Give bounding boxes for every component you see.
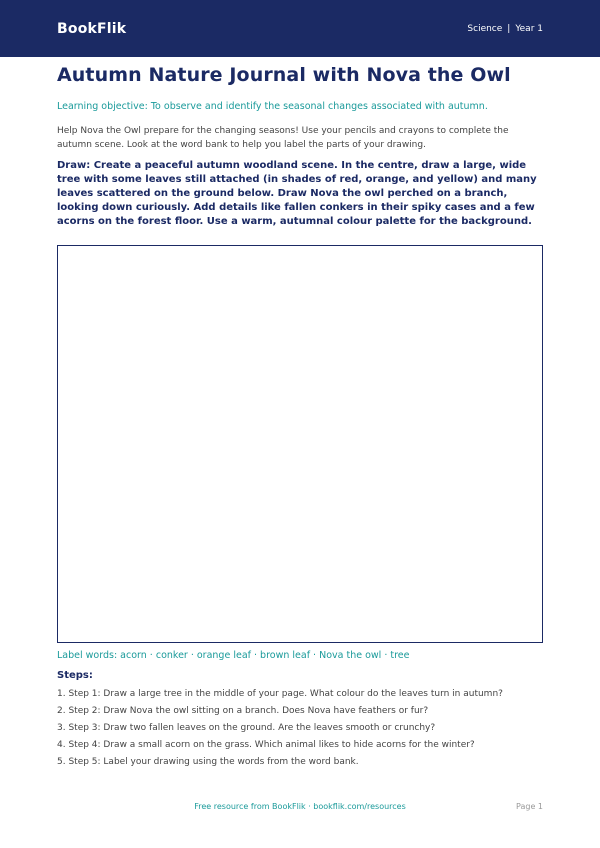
step-item: 4. Step 4: Draw a small acorn on the grass. Which animal likes to hide acorns for the winter? bbox=[57, 740, 475, 750]
learning-objective: Learning objective: To observe and identify the seasonal changes associated with autumn. bbox=[57, 101, 488, 112]
separator: | bbox=[507, 23, 511, 34]
label-word-bank: Label words: acorn · conker · orange leaf · brown leaf · Nova the owl · tree bbox=[57, 650, 410, 661]
drawing-area[interactable] bbox=[57, 245, 543, 643]
step-item: 3. Step 3: Draw two fallen leaves on the ground. Are the leaves smooth or crunchy? bbox=[57, 723, 436, 733]
brand-logo[interactable]: BookFlik bbox=[57, 20, 127, 37]
page-number: Page 1 bbox=[516, 802, 543, 811]
step-item: 5. Step 5: Label your drawing using the words from the word bank. bbox=[57, 757, 359, 767]
year-label: Year 1 bbox=[515, 23, 543, 34]
steps-heading: Steps: bbox=[57, 670, 93, 681]
step-item: 1. Step 1: Draw a large tree in the middle of your page. What colour do the leaves turn in autumn? bbox=[57, 689, 503, 699]
subject-year bbox=[467, 24, 543, 34]
page-header bbox=[0, 0, 600, 57]
intro-text: Help Nova the Owl prepare for the changing seasons! Use your pencils and crayons to complete the autumn scene. Look at the word bank to help you label the parts of your drawing. bbox=[57, 126, 509, 150]
footer-resource-link[interactable]: Free resource from BookFlik · bookflik.com/resources bbox=[194, 802, 406, 811]
step-item: 2. Step 2: Draw Nova the owl sitting on a branch. Does Nova have feathers or fur? bbox=[57, 706, 429, 716]
subject-label: Science bbox=[467, 23, 503, 34]
page-title: Autumn Nature Journal with Nova the Owl bbox=[57, 64, 511, 86]
draw-instruction: Draw: Create a peaceful autumn woodland scene. In the centre, draw a large, wide tree with some leaves still attached (in shades of red, orange, and yellow) and many leaves scattered on the ground below. Draw Nova the owl perched on a branch, looking down curiously. Add details like fallen conkers in their spiky cases and a few acorns on the forest floor. Use a warm, autumnal colour palette for the background. bbox=[57, 160, 537, 227]
steps-list bbox=[57, 689, 545, 774]
